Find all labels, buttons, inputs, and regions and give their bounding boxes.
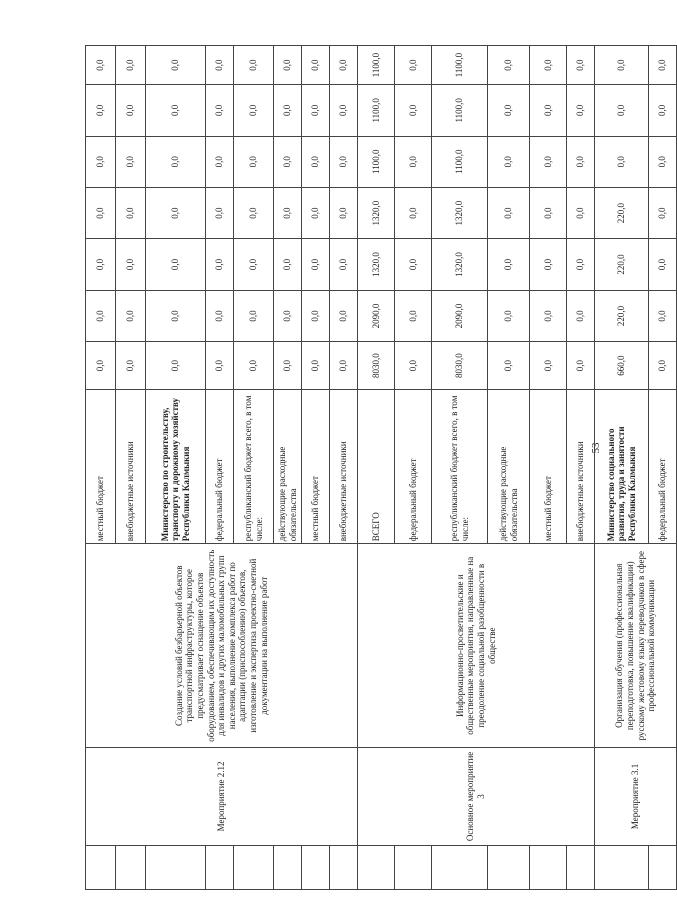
value-cell: 0,0 <box>234 136 274 187</box>
value-cell: 0,0 <box>488 136 530 187</box>
value-cell: 0,0 <box>86 290 116 341</box>
value-cell: 0,0 <box>206 290 234 341</box>
source-cell: внебюджетные источники <box>116 390 146 544</box>
value-cell: 0,0 <box>302 187 330 238</box>
value-cell: 0,0 <box>146 85 206 136</box>
value-cell: 0,0 <box>86 136 116 187</box>
value-cell: 0,0 <box>330 239 358 290</box>
value-cell: 0,0 <box>330 85 358 136</box>
blank-cell <box>274 845 302 889</box>
value-cell: 0,0 <box>395 290 432 341</box>
value-cell: 0,0 <box>395 342 432 390</box>
value-cell: 0,0 <box>649 85 677 136</box>
value-cell: 0,0 <box>649 136 677 187</box>
value-cell: 0,0 <box>116 136 146 187</box>
value-cell: 0,0 <box>234 46 274 85</box>
value-cell: 0,0 <box>567 85 595 136</box>
value-cell: 1100,0 <box>358 46 395 85</box>
value-cell: 0,0 <box>567 187 595 238</box>
value-cell: 220,0 <box>595 239 649 290</box>
value-cell: 0,0 <box>567 46 595 85</box>
value-cell: 0,0 <box>488 290 530 341</box>
value-cell: 0,0 <box>274 85 302 136</box>
value-cell: 0,0 <box>234 342 274 390</box>
blank-cell <box>302 845 330 889</box>
value-cell: 0,0 <box>206 187 234 238</box>
value-cell: 0,0 <box>116 342 146 390</box>
blank-cell <box>206 845 234 889</box>
value-cell: 0,0 <box>206 136 234 187</box>
value-cell: 0,0 <box>649 187 677 238</box>
value-cell: 0,0 <box>395 46 432 85</box>
value-cell: 0,0 <box>567 290 595 341</box>
value-cell: 1320,0 <box>358 239 395 290</box>
value-cell: 0,0 <box>395 136 432 187</box>
value-cell: 0,0 <box>395 187 432 238</box>
value-cell: 0,0 <box>302 46 330 85</box>
value-cell: 0,0 <box>302 342 330 390</box>
value-cell: 0,0 <box>146 46 206 85</box>
source-cell: местный бюджет <box>302 390 330 544</box>
value-cell: 0,0 <box>86 46 116 85</box>
value-cell: 0,0 <box>86 85 116 136</box>
value-cell: 0,0 <box>146 136 206 187</box>
source-cell: Министерство социального развития, труда и занятости Республики Калмыкия <box>595 390 649 544</box>
value-cell: 0,0 <box>488 342 530 390</box>
value-cell: 8030,0 <box>432 342 488 390</box>
value-cell: 0,0 <box>206 46 234 85</box>
value-cell: 0,0 <box>116 85 146 136</box>
value-cell: 0,0 <box>234 239 274 290</box>
value-cell: 1320,0 <box>432 187 488 238</box>
value-cell: 0,0 <box>595 136 649 187</box>
value-cell: 1100,0 <box>432 136 488 187</box>
value-cell: 0,0 <box>488 46 530 85</box>
value-cell: 0,0 <box>274 46 302 85</box>
value-cell: 220,0 <box>595 290 649 341</box>
value-cell: 0,0 <box>530 187 567 238</box>
value-cell: 0,0 <box>395 85 432 136</box>
value-cell: 0,0 <box>206 342 234 390</box>
value-cell: 0,0 <box>530 290 567 341</box>
value-cell: 660,0 <box>595 342 649 390</box>
value-cell: 0,0 <box>86 239 116 290</box>
value-cell: 0,0 <box>488 239 530 290</box>
value-cell: 0,0 <box>274 136 302 187</box>
value-cell: 0,0 <box>330 187 358 238</box>
value-cell: 0,0 <box>234 85 274 136</box>
value-cell: 1320,0 <box>358 187 395 238</box>
group-label: Мероприятие 2.12 <box>86 748 358 846</box>
value-cell: 0,0 <box>330 342 358 390</box>
value-cell: 0,0 <box>116 290 146 341</box>
value-cell: 0,0 <box>330 290 358 341</box>
blank-cell <box>146 845 206 889</box>
value-cell: 0,0 <box>530 85 567 136</box>
group-description: Информационно-просветительские и общественные мероприятия, направленные на преодоление социальной разобщенности в обществе <box>358 544 595 748</box>
value-cell: 2090,0 <box>358 290 395 341</box>
source-cell: республиканский бюджет всего, в том числе: <box>234 390 274 544</box>
blank-cell <box>358 845 395 889</box>
source-cell: федеральный бюджет <box>395 390 432 544</box>
group-label: Основное мероприятие 3 <box>358 748 595 846</box>
value-cell: 0,0 <box>330 46 358 85</box>
value-cell: 0,0 <box>530 136 567 187</box>
group-label: Мероприятие 3.1 <box>595 748 677 846</box>
source-cell: республиканский бюджет всего, в том числе: <box>432 390 488 544</box>
value-cell: 0,0 <box>274 187 302 238</box>
value-cell: 1100,0 <box>432 46 488 85</box>
value-cell: 1100,0 <box>358 85 395 136</box>
value-cell: 0,0 <box>567 342 595 390</box>
value-cell: 0,0 <box>488 187 530 238</box>
value-cell: 8030,0 <box>358 342 395 390</box>
value-cell: 0,0 <box>86 187 116 238</box>
source-cell: федеральный бюджет <box>206 390 234 544</box>
value-cell: 0,0 <box>302 85 330 136</box>
value-cell: 0,0 <box>330 136 358 187</box>
source-cell: федеральный бюджет <box>649 390 677 544</box>
source-cell: внебюджетные источники <box>567 390 595 544</box>
blank-cell <box>488 845 530 889</box>
group-description: Создание условий безбарьерной объектов транспортной инфраструктуры, которое предусматривает оснащение объектов оборудованием, обеспечивающим их доступность для инвалидов и других маломобильных групп населения, выполнение комплекса работ по адаптации (приспособлению) объектов, изготовление и экспертиза проектно-сметной документации на выполнение работ <box>86 544 358 748</box>
source-cell: местный бюджет <box>530 390 567 544</box>
value-cell: 0,0 <box>116 46 146 85</box>
value-cell: 0,0 <box>567 239 595 290</box>
value-cell: 0,0 <box>86 342 116 390</box>
value-cell: 0,0 <box>567 136 595 187</box>
value-cell: 0,0 <box>146 290 206 341</box>
value-cell: 0,0 <box>595 46 649 85</box>
value-cell: 0,0 <box>234 187 274 238</box>
table-row <box>86 46 116 890</box>
budget-table <box>85 45 677 890</box>
blank-cell <box>595 845 649 889</box>
value-cell: 0,0 <box>488 85 530 136</box>
value-cell: 1100,0 <box>358 136 395 187</box>
source-cell: внебюджетные источники <box>330 390 358 544</box>
value-cell: 2090,0 <box>432 290 488 341</box>
value-cell: 0,0 <box>116 187 146 238</box>
source-cell: действующие расходные обязательства <box>488 390 530 544</box>
value-cell: 0,0 <box>146 239 206 290</box>
value-cell: 1320,0 <box>432 239 488 290</box>
value-cell: 0,0 <box>530 239 567 290</box>
source-cell: Министерство по строительству, транспорту и дорожному хозяйству Республики Калмыкия <box>146 390 206 544</box>
value-cell: 220,0 <box>595 187 649 238</box>
value-cell: 0,0 <box>649 290 677 341</box>
source-cell: местный бюджет <box>86 390 116 544</box>
table-row <box>358 46 395 890</box>
value-cell: 0,0 <box>116 239 146 290</box>
value-cell: 1100,0 <box>432 85 488 136</box>
page-number: 53 <box>590 442 602 454</box>
blank-cell <box>530 845 567 889</box>
blank-cell <box>432 845 488 889</box>
value-cell: 0,0 <box>302 136 330 187</box>
value-cell: 0,0 <box>234 290 274 341</box>
value-cell: 0,0 <box>274 342 302 390</box>
blank-cell <box>395 845 432 889</box>
table-row <box>595 46 649 890</box>
value-cell: 0,0 <box>274 239 302 290</box>
blank-cell <box>234 845 274 889</box>
value-cell: 0,0 <box>146 342 206 390</box>
source-cell: действующие расходные обязательства <box>274 390 302 544</box>
value-cell: 0,0 <box>649 46 677 85</box>
blank-cell <box>330 845 358 889</box>
value-cell: 0,0 <box>530 46 567 85</box>
value-cell: 0,0 <box>206 239 234 290</box>
value-cell: 0,0 <box>649 342 677 390</box>
blank-cell <box>567 845 595 889</box>
value-cell: 0,0 <box>206 85 234 136</box>
value-cell: 0,0 <box>146 187 206 238</box>
value-cell: 0,0 <box>274 290 302 341</box>
blank-cell <box>649 845 677 889</box>
group-description: Организация обучения (профессиональная переподготовка, повышение квалификации) русскому жестовому языку переводчиков в сфере профессиональной коммуникации <box>595 544 677 748</box>
value-cell: 0,0 <box>302 290 330 341</box>
source-cell: ВСЕГО <box>358 390 395 544</box>
value-cell: 0,0 <box>649 239 677 290</box>
value-cell: 0,0 <box>302 239 330 290</box>
value-cell: 0,0 <box>530 342 567 390</box>
value-cell: 0,0 <box>595 85 649 136</box>
blank-cell <box>86 845 116 889</box>
value-cell: 0,0 <box>395 239 432 290</box>
blank-cell <box>116 845 146 889</box>
